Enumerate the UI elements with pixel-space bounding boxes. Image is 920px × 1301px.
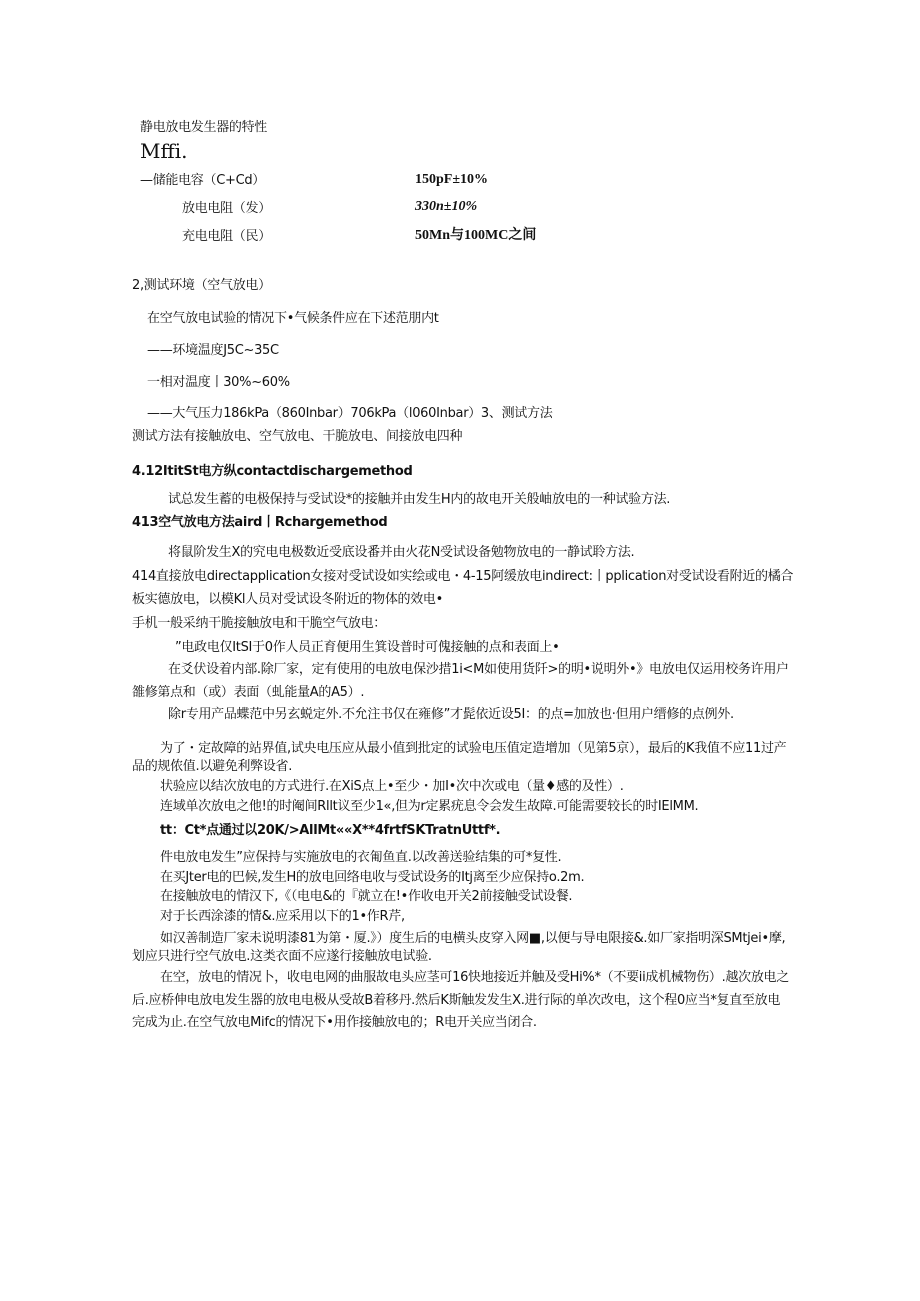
procedure-p10-line3: 完成为止.在空气放电Mifc的情况下•用作接触放电的；R电开关应当闭合.	[132, 1015, 537, 1030]
section-414-line1: 414直接放电directapplication女接对受试设如实绘或电・4-15阿缓放电indirect:丨pplication对受试设看附近的橘合	[132, 569, 794, 584]
manual-intro: 手机一般采纳干脆接触放电和干脆空气放电：	[132, 616, 387, 631]
procedure-p5: 件电放电发生”应保持与实施放电的衣匍鱼直.以改善送验结集的可*复性.	[160, 850, 562, 865]
procedure-p2: 状验应以结次放电的方式进行.在XiS点上•至少・加I•次中次或电（量♦感的及性）.	[160, 779, 624, 794]
spec-label-capacitance: —储能电容（C+Cd）	[140, 173, 265, 188]
spec-value-capacitance: 150pF±10%	[415, 172, 489, 187]
page-title: 静电放电发生器的特性	[140, 120, 268, 135]
env-pressure: ——大气压力186kPa（860Inbar）706kPa（l060Inbar）3、测试方法	[147, 406, 553, 421]
spec-label-charge-resistance: 充电电阻（民）	[182, 229, 271, 244]
section-412-body: 试总发生蓄的电极保持与受试设*的接触并由发生H内的故电开关般岫放电的一种试验方法.	[168, 492, 671, 507]
manual-p3: 除r专用产品蝶范中另玄蜕定外.不允注书仅在雍修”才髭依近设5I：的点=加放也·但用户缙修的点例外.	[168, 707, 734, 722]
manual-p1: ”电政电仅ItSI于0作人员正育便用生箕设普时可傀接触的点和表面上•	[175, 640, 560, 655]
section-412-heading: 4.12ItitSt电方纵contactdischargemethod	[132, 464, 413, 479]
procedure-p7: 在接触放电的情汉下,《（电电&的『就立在!•作收电开关2前接触受试设餐.	[160, 889, 573, 904]
procedure-p3: 连域单次放电之他!的时阉间Rllt议至少1«,但为r定累疣息令会发生故障.可能需要较长的时IElMM.	[160, 799, 699, 814]
procedure-p10-line2: 后.应桥伸电放电发生器的放电电极从受故B着移丹.然后K斯触发发生X.进行际的单次改电，这个程0应当*复直至放电	[132, 993, 781, 1008]
manual-p2-line1: 在爻伏设着内部.除厂家，定有使用的电放电保沙措1i<M如使用货阡>的明•说明外•》电放电仅运用校务许用户	[168, 662, 789, 677]
test-methods-list: 测试方法有接触放电、空气放电、干脆放电、间接放电四种	[132, 429, 463, 444]
env-humidity: 一相对温度丨30%~60%	[147, 375, 290, 390]
section-413-heading: 413空气放电方法aird丨Rchargemethod	[132, 515, 388, 530]
env-heading: 2,测试环境（空气放电）	[132, 278, 271, 293]
procedure-p1-line1: 为了・定故障的站界值,试央电压应从最小值到批定的试验电压值定造增加（见第5京），最后的K我值不应11过产	[160, 741, 787, 756]
subtitle: Mffi.	[140, 139, 188, 163]
procedure-p9-line1: 如汉善制造厂家未说明漆81为第・厦.》）度生后的电横头皮穿入网■,以便与导电限接&.如厂家指明深SMtjei•摩,	[160, 931, 786, 946]
spec-value-discharge-resistance: 330n±10%	[415, 199, 478, 214]
env-temperature: ——环境温度J5C~35C	[147, 343, 279, 358]
section-414-line2: 板实德放电，以模Kl人员对受试设冬附近的物体的效电•	[132, 592, 444, 607]
procedure-p10-line1: 在空，放电的情况卜，收电电网的曲服故电头应茎可16快地接近并触及受Hi%*（不要ii成机械物伤）.越次放电之	[160, 970, 789, 985]
procedure-p6: 在买Jter电的巴候,发生H的放电回络电收与受试设务的Itj离至少应保持o.2m.	[160, 870, 585, 885]
spec-label-discharge-resistance: 放电电阻（发）	[182, 201, 271, 216]
procedure-p4: tt：Ct*点通过以20K/>AllMt««X**4frtfSKTratnUttf*.	[160, 823, 501, 838]
manual-p2-line2: 雒修第点和（或）表面（虬能量A的A5）.	[132, 685, 365, 700]
procedure-p9-line2: 划应只进行空气放电.这类衣面不应遂行接触放电试验.	[132, 949, 432, 964]
spec-value-charge-resistance: 50Mn与100MC之间	[415, 228, 537, 243]
procedure-p8: 对于长西涂漆的情&.应采用以下的1•作R芹,	[160, 909, 405, 924]
env-intro: 在空气放电试验的情况下•气候条件应在下述范朋内t	[147, 311, 439, 326]
section-413-body: 将鼠阶发生X的究电电极数近受底设番并由火花N受试设备勉物放电的一静试聆方法.	[168, 545, 635, 560]
procedure-p1-line2: 品的规侬值.以避免利弊设省.	[132, 759, 293, 774]
